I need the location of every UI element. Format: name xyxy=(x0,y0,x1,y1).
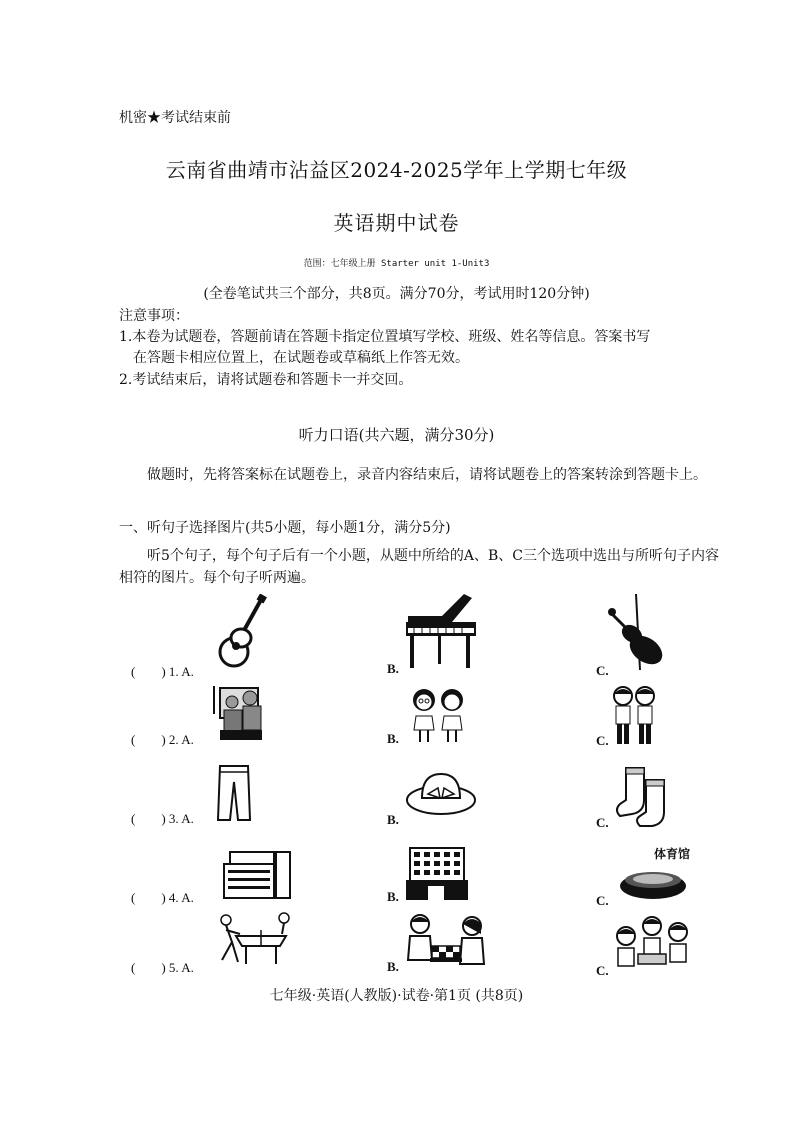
exam-subtitle: 英语期中试卷 xyxy=(333,211,460,235)
q2-option-c: C. xyxy=(596,733,609,748)
page-footer: 七年级·英语(人教版)·试卷·第1页 (共8页) xyxy=(269,988,524,1004)
section-instruction: 做题时，先将答案标在试题卷上，录音内容结束后，请将试题卷上的答案转涂到答题卡上。 xyxy=(147,467,707,483)
part1-title: 一、听句子选择图片(共5小题，每小题1分，满分5分) xyxy=(119,520,451,536)
part1-instruction: 听5个句子，每个句子后有一个小题，从题中所给的A、B、C三个选项中选出与所听句子内容相符的图片。每个句子听两遍。 xyxy=(119,548,720,586)
question-5-label: ( ) 5. A. xyxy=(131,960,194,975)
question-1-label: ( ) 1. A. xyxy=(131,664,194,679)
exam-scope: 范围：七年级上册 Starter unit 1-Unit3 xyxy=(303,259,490,269)
exam-title: 云南省曲靖市沾益区2024-2025学年上学期七年级 xyxy=(165,158,628,182)
table-tennis-icon xyxy=(214,912,292,968)
notice-item-1: 1.本卷为试题卷，答题前请在答题卡指定位置填写学校、班级、姓名等信息。答案书写 xyxy=(119,329,651,345)
gym-caption: 体育馆 xyxy=(654,847,691,861)
q4-option-c: C. xyxy=(596,893,609,908)
two-girls-icon xyxy=(406,686,470,744)
office-building-icon xyxy=(404,844,470,904)
question-2-label: ( ) 2. A. xyxy=(131,732,194,747)
section-title: 听力口语(共六题，满分30分) xyxy=(298,426,495,444)
q1-option-c: C. xyxy=(596,663,609,678)
two-boys-icon xyxy=(610,684,658,746)
q3-option-c: C. xyxy=(596,815,609,830)
children-toys-icon xyxy=(612,914,692,970)
chess-icon xyxy=(406,912,486,970)
notice-item-1-cont: 在答题卡相应位置上，在试题卷或草稿纸上作答无效。 xyxy=(133,350,469,366)
notice-item-2: 2.考试结束后，请将试题卷和答题卡一并交回。 xyxy=(119,372,413,388)
confidential-label: 机密★考试结束前 xyxy=(119,110,231,126)
question-4-label: ( ) 4. A. xyxy=(131,890,194,905)
trousers-icon xyxy=(216,764,252,822)
stadium-icon xyxy=(618,862,688,902)
question-3-label: ( ) 3. A. xyxy=(131,811,194,826)
q3-option-b: B. xyxy=(387,812,399,827)
q5-option-c: C. xyxy=(596,963,609,978)
teacher-students-icon xyxy=(210,684,266,742)
museum-building-icon xyxy=(220,846,298,902)
q2-option-b: B. xyxy=(387,731,399,746)
exam-info: (全卷笔试共三个部分，共8页。满分70分，考试用时120分钟) xyxy=(203,286,590,302)
socks-icon xyxy=(612,764,674,828)
guitar-icon xyxy=(212,594,268,670)
piano-icon xyxy=(402,592,480,672)
notice-title: 注意事项： xyxy=(119,308,189,324)
hat-icon xyxy=(404,768,478,818)
violin-icon xyxy=(606,592,668,672)
q5-option-b: B. xyxy=(387,959,399,974)
q4-option-b: B. xyxy=(387,889,399,904)
q1-option-b: B. xyxy=(387,661,399,676)
